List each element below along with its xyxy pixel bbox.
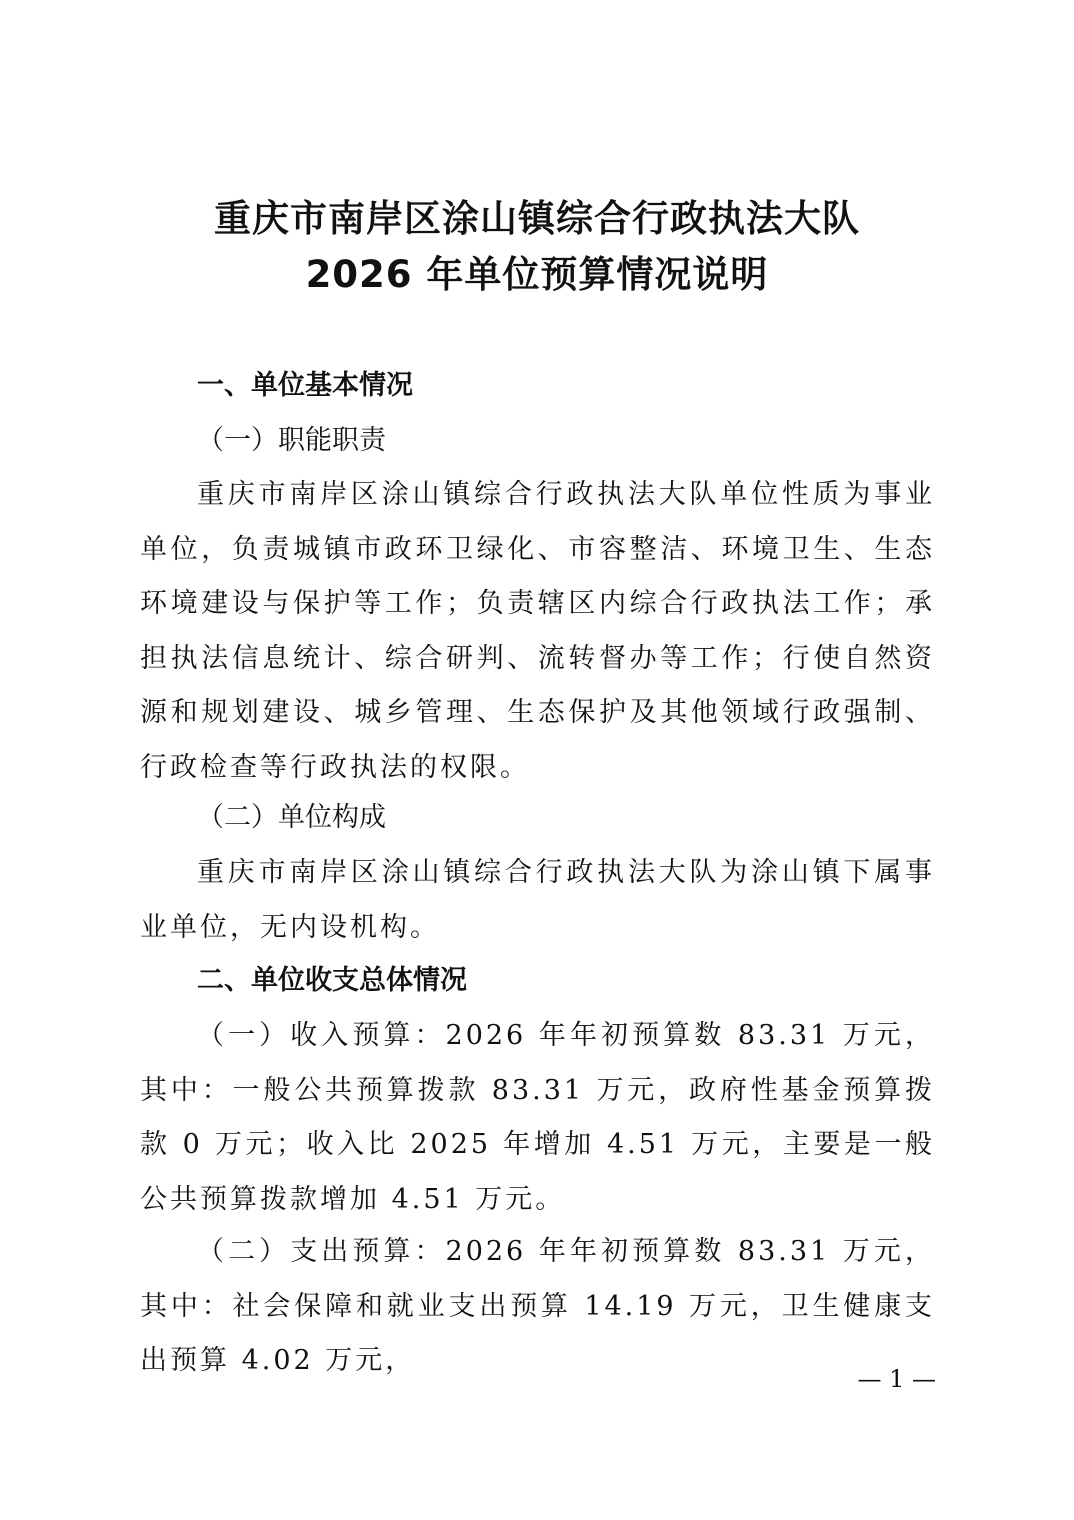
document-title-line1: 重庆市南岸区涂山镇综合行政执法大队 xyxy=(214,197,860,240)
section2-heading: 二、单位收支总体情况 xyxy=(197,965,467,996)
section1-sub1-heading: （一）职能职责 xyxy=(197,425,386,456)
section1-heading: 一、单位基本情况 xyxy=(197,370,413,401)
section1-sub2-heading: （二）单位构成 xyxy=(197,802,386,833)
section1-sub1-body: 重庆市南岸区涂山镇综合行政执法大队单位性质为事业单位，负责城镇市政环卫绿化、市容整洁、环境卫生、生态环境建设与保护等工作；负责辖区内综合行政执法工作；承担执法信息统计、综合研判、流转督办等工作；行使自然资源和规划建设、城乡管理、生态保护及其他领域行政强制、行政检查等行政执法的权限。 xyxy=(140,479,935,783)
page-number: — 1 — xyxy=(857,1365,936,1393)
section2-sub2-body: （二）支出预算：2026 年年初预算数 83.31 万元，其中：社会保障和就业支出预算 14.19 万元，卫生健康支出预算 4.02 万元， xyxy=(140,1236,935,1376)
section2-sub1-body: （一）收入预算：2026 年年初预算数 83.31 万元，其中：一般公共预算拨款 83.31 万元，政府性基金预算拨款 0 万元；收入比 2025 年增加 4.51 万元，主要是一般公共预算拨款增加 4.51 万元。 xyxy=(140,1020,935,1215)
section1-sub2-body: 重庆市南岸区涂山镇综合行政执法大队为涂山镇下属事业单位，无内设机构。 xyxy=(140,857,935,943)
document-title-line2: 2026 年单位预算情况说明 xyxy=(305,253,769,296)
